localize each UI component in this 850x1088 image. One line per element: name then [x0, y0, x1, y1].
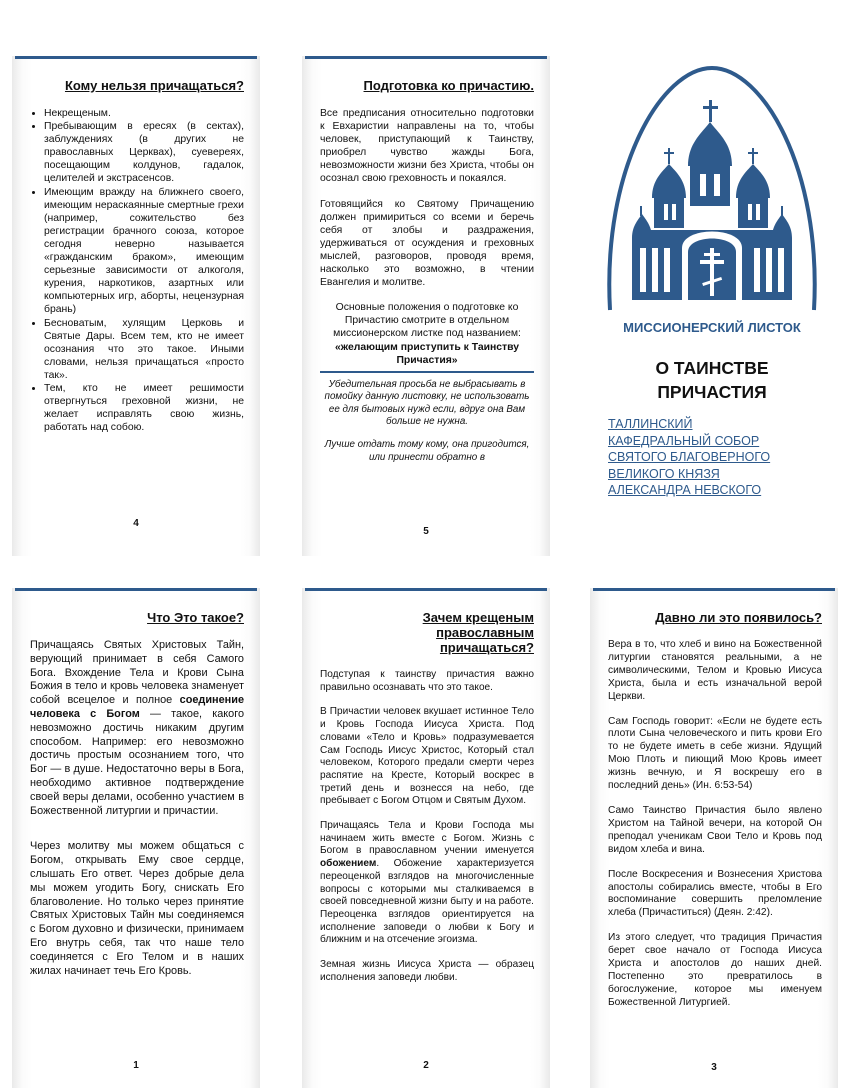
note-text: Лучше отдать тому кому, она пригодится, или принести обратно в: [324, 439, 530, 463]
list-item: • Тем, кто не имеет решимости отвергнуться греховной жизни, не желает исправлять свою жизнь, работать над собою.: [44, 382, 244, 434]
divider: [320, 371, 534, 373]
panel-3: [590, 588, 838, 1088]
cover-panel: [592, 48, 832, 548]
list-item: • Пребывающим в ересях (в сектах), заблуждениях (в других не православных Церквах), суевереях, посещающим колдунов, гадалок, целителей и экстрасенсов.: [44, 120, 244, 185]
list-item: • Бесноватым, хулящим Церковь и Святые Дары. Всем тем, кто не имеет осознания что это такое. Иными словами, нельзя причащаться «просто так».: [44, 317, 244, 382]
paragraph: Через молитву мы можем общаться с Богом, открывать Ему свое сердце, слышать Его ответ. Через добрые дела мы можем угодить Богу, снискать Его благоволение. Но только через принятие Святых Христовых Тайн мы соединяемся с Богом духовно и физически, принимаем Его внутрь себя, так что наше тело соединяется с Его Телом и в наших жилах начинает течь Его Кровь.: [30, 840, 244, 977]
paragraph: Причащаясь Святых Христовых Тайн, верующий принимает в себя Самого Бога. Вхождение Тела и Крови Сына Божия в тело и кровь человека знаменует собой всецелое и полное соединение человека с Богом — такое, какого невозможно достичь никаким другим способом. Например: его невозможно достичь простым осознанием того, что Бог — в душе. Недостаточно веры в Бога, необходимо активное подтверждение своей веры делами, особенно участием в Божественной литургии и причастии.: [30, 639, 245, 817]
paragraph: В Причастии человек вкушает истинное Тело и Кровь Господа Иисуса Христа. Под словами «Тело и Кровь» подразумевается Сам Господь Иисус Христос, Который стал человеком, Которого предали смерти через распятие на Кресте, Который воскрес в третий день и вознесся на небо, где пребывает с Богом Отцом и Святым Духом.: [320, 706, 534, 807]
note-text: Убедительная просьба не выбрасывать в помойку данную листовку, не использовать ее для бытовых нужд если, вдруг она Вам больше не нужна.: [324, 378, 530, 428]
panel-title: Зачем крещеным православным причащаться?: [422, 610, 534, 655]
paragraph: Земная жизнь Иисуса Христа — образец исполнения заповеди любви.: [320, 959, 534, 983]
page-number: 4: [133, 518, 139, 529]
list-item: • Некрещеным.: [44, 107, 244, 120]
page-number: 3: [711, 1062, 717, 1073]
panel-5: [302, 56, 550, 556]
paragraph: Основные положения о подготовке ко Причастию смотрите в отдельном миссионерском листке под названием: «желающим приступить к Таинству Причастия»: [333, 302, 521, 366]
bullet-list: [30, 107, 244, 434]
panel-title: Кому нельзя причащаться?: [64, 78, 244, 93]
paragraph: Вера в то, что хлеб и вино на Божественной литургии становятся реальными, а не символическими, Телом и Кровью Иисуса Христа, была и есть изначальной верой Церкви.: [608, 639, 822, 702]
paragraph: После Воскресения и Вознесения Христова апостолы собирались вместе, чтобы в Его воспоминание совершить преломление хлеба (Причаститься) (Деян. 2:42).: [608, 868, 822, 919]
leaflet-reference: «желающим приступить к Таинству Причастия»: [334, 341, 520, 366]
panel-top-rule: [593, 588, 835, 591]
paragraph: Подступая к таинству причастия важно правильно осознавать что это такое.: [320, 669, 534, 693]
page-number: 2: [423, 1060, 429, 1071]
page-number: 1: [133, 1060, 139, 1071]
panel-top-rule: [15, 588, 257, 591]
paragraph: Причащаясь Тела и Крови Господа мы начинаем жить вместе с Богом. Жизнь с Богом в православном учении именуется обожением. Обожение характеризуется переоценкой взглядов на многочисленные вопросы с которыми мы сталкиваемся в своей повседневной жизни быту и на работе. Переоценка взглядов ориентируется на исполнение заповеди о любви к Богу и ближним и на отсечение эгоизма.: [320, 820, 534, 946]
panel-title: Что Это такое?: [147, 610, 244, 625]
panel-top-rule: [305, 588, 547, 591]
paragraph: Все предписания относительно подготовки к Евхаристии направлены на то, чтобы человек, приступающий к Таинству, приобрел чувство жажды Бога, невозможности жизни без Христа, чтобы он осознал свою греховность и покаялся.: [320, 108, 534, 185]
panel-title: Подготовка ко причастию.: [363, 78, 534, 93]
list-item: • Имеющим вражду на ближнего своего, имеющим нераскаянные смертные грехи (например, сожительство без регистрации брачного союза, которое сегодня неверно называется «гражданским браком», имеющим серьезные зависимости от алкоголя, курения, наркотиков, азартных или компьютерных игр, аборты, нецензурная брань): [44, 186, 244, 317]
panel-2: [302, 588, 550, 1088]
panel-1: [12, 588, 260, 1088]
cover-title: О ТАИНСТВЕ ПРИЧАСТИЯ: [655, 358, 769, 402]
mission-label: МИССИОНЕРСКИЙ ЛИСТОК: [623, 320, 801, 335]
emphasis: обожением: [320, 858, 377, 870]
emphasis: соединение человека с Богом: [30, 694, 244, 720]
panel-top-rule: [15, 56, 257, 59]
panel-title: Давно ли это появилось?: [655, 610, 822, 625]
panel-4: [12, 56, 260, 556]
cathedral-logo-icon: [592, 48, 832, 318]
paragraph: Само Таинство Причастия было явлено Христом на Тайной вечери, на которой Он преподал ученикам Свои Тело и Кровь под видом хлеба и вина.: [608, 804, 822, 855]
paragraph: Из этого следует, что традиция Причастия берет свое начало от Господа Иисуса Христа и апостолов до наших дней. Постепенно это превратилось в богослужение, которое мы именуем Божественной Литургией.: [608, 932, 822, 1008]
paragraph: Готовящийся ко Святому Причащению должен примириться со всеми и беречь себя от злобы и раздражения, удерживаться от осуждения и греховных мыслей, разговоров, проводя время, насколько это возможно, в чтении Евангелия и молитве.: [320, 198, 534, 289]
paragraph: Сам Господь говорит: «Если не будете есть плоти Сына человеческого и пить крови Его то не будете иметь в себе жизни. Ядущий Мою Плоть и пиющий Мою Кровь имеет жизнь вечную, и Я воскрешу его в последний день» (Ин. 6:53-54): [608, 715, 822, 792]
cathedral-name: ТАЛЛИНСКИЙ КАФЕДРАЛЬНЫЙ СОБОР СВЯТОГО БЛАГОВЕРНОГО ВЕЛИКОГО КНЯЗЯ АЛЕКСАНДРА НЕВСКОГО: [608, 417, 771, 497]
page-number: 5: [423, 526, 429, 537]
panel-top-rule: [305, 56, 547, 59]
